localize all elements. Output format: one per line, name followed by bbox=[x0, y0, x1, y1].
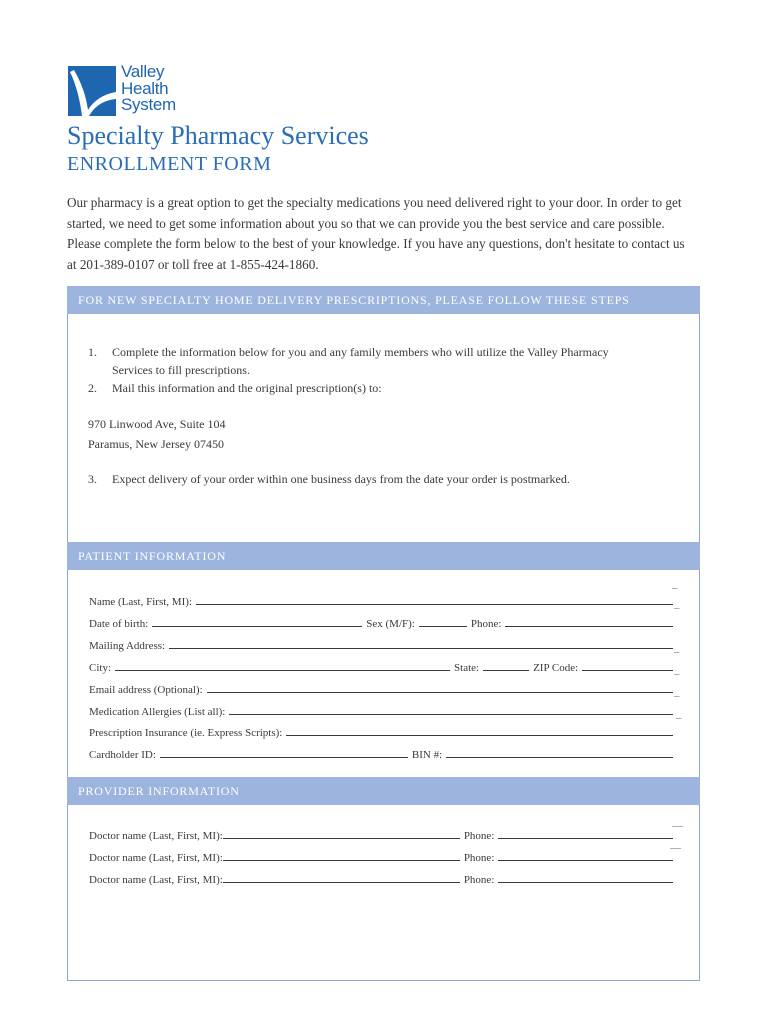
sex-field[interactable] bbox=[419, 614, 467, 627]
allergies-label: Medication Allergies (List all): bbox=[89, 706, 226, 718]
city-field[interactable] bbox=[115, 658, 450, 671]
city-row bbox=[89, 656, 673, 674]
provider-row bbox=[89, 824, 673, 842]
logo-line-3: System bbox=[121, 95, 176, 114]
margin-rule-mark: _ bbox=[674, 642, 680, 654]
patient-section-header: PATIENT INFORMATION bbox=[67, 542, 700, 570]
patient-name-field[interactable] bbox=[196, 592, 673, 605]
cardholder-field[interactable] bbox=[160, 745, 408, 758]
email-label: Email address (Optional): bbox=[89, 684, 203, 696]
doctor-phone-label: Phone: bbox=[463, 830, 495, 842]
patient-name-label: Name (Last, First, MI): bbox=[89, 596, 192, 608]
page-subtitle: ENROLLMENT FORM bbox=[67, 153, 272, 175]
mailing-address-field[interactable] bbox=[169, 636, 673, 649]
patient-name-row bbox=[89, 590, 673, 608]
step-3 bbox=[88, 470, 648, 488]
valley-health-logo bbox=[68, 62, 188, 120]
bin-field[interactable] bbox=[446, 745, 673, 758]
bin-label: BIN #: bbox=[411, 749, 443, 761]
doctor-phone-label: Phone: bbox=[463, 874, 495, 886]
doctor-phone-field[interactable] bbox=[498, 870, 673, 883]
insurance-field[interactable] bbox=[286, 723, 673, 736]
logo-line-2: Health bbox=[121, 78, 169, 98]
doctor-name-label: Doctor name (Last, First, MI): bbox=[89, 830, 223, 842]
city-label: City: bbox=[89, 662, 112, 674]
margin-rule-mark: __ bbox=[672, 816, 683, 828]
zip-label: ZIP Code: bbox=[533, 662, 579, 674]
state-label: State: bbox=[454, 662, 480, 674]
patient-phone-field[interactable] bbox=[505, 614, 673, 627]
dob-field[interactable] bbox=[152, 614, 362, 627]
step-3-number: 3. bbox=[88, 472, 97, 486]
doctor-phone-label: Phone: bbox=[463, 852, 495, 864]
doctor-name-label: Doctor name (Last, First, MI): bbox=[89, 874, 223, 886]
valley-health-logo-icon bbox=[68, 66, 116, 116]
step-2-text: Mail this information and the original prescription(s) to: bbox=[112, 381, 382, 395]
step-1 bbox=[88, 343, 648, 379]
mailing-address-row bbox=[89, 634, 673, 652]
email-field[interactable] bbox=[207, 680, 673, 693]
provider-row bbox=[89, 868, 673, 886]
step-2 bbox=[88, 379, 648, 397]
insurance-row bbox=[89, 721, 673, 739]
sex-label: Sex (M/F): bbox=[366, 618, 415, 630]
margin-rule-mark: _ bbox=[676, 708, 682, 720]
page-title: Specialty Pharmacy Services bbox=[67, 121, 369, 150]
patient-dob-row bbox=[89, 612, 673, 630]
margin-rule-mark: _ bbox=[674, 664, 680, 676]
email-row bbox=[89, 678, 673, 696]
step-1-text: Complete the information below for you and any family members who will utilize the Valley Pharmacy Services to fill prescriptions. bbox=[112, 345, 609, 377]
mailing-address-label: Mailing Address: bbox=[89, 640, 166, 652]
dob-label: Date of birth: bbox=[89, 618, 149, 630]
step-2-number: 2. bbox=[88, 381, 97, 395]
steps-list bbox=[88, 343, 648, 488]
doctor-phone-field[interactable] bbox=[498, 848, 673, 861]
address-line-2: Paramus, New Jersey 07450 bbox=[88, 437, 224, 451]
doctor-phone-field[interactable] bbox=[498, 826, 673, 839]
margin-rule-mark: _ bbox=[674, 598, 680, 610]
doctor-name-label: Doctor name (Last, First, MI): bbox=[89, 852, 223, 864]
provider-section-header: PROVIDER INFORMATION bbox=[67, 777, 700, 805]
logo-wordmark bbox=[121, 64, 176, 114]
logo-line-1: Valley bbox=[121, 62, 165, 81]
zip-field[interactable] bbox=[582, 658, 673, 671]
patient-phone-label: Phone: bbox=[470, 618, 502, 630]
step-1-number: 1. bbox=[88, 345, 97, 359]
steps-section-header: FOR NEW SPECIALTY HOME DELIVERY PRESCRIPTIONS, PLEASE FOLLOW THESE STEPS bbox=[67, 286, 700, 314]
margin-rule-mark: _ bbox=[674, 686, 680, 698]
cardholder-row bbox=[89, 743, 673, 761]
margin-rule-mark: _ bbox=[672, 578, 678, 590]
mailing-address-block bbox=[88, 414, 648, 454]
cardholder-label: Cardholder ID: bbox=[89, 749, 156, 761]
intro-paragraph: Our pharmacy is a great option to get the specialty medications you need delivered right to your door. In order to get started, we need to get some information about you so that we can provide you the best service and care possible. Please complete the form below to the best of your knowledge. If you have any questions, don't hesitate to contact us at 201-389-0107 or toll free at 1-855-424-1860. bbox=[67, 195, 685, 272]
doctor-name-field[interactable] bbox=[223, 870, 460, 883]
address-line-1: 970 Linwood Ave, Suite 104 bbox=[88, 417, 226, 431]
state-field[interactable] bbox=[483, 658, 529, 671]
insurance-label: Prescription Insurance (ie. Express Scripts): bbox=[89, 727, 283, 739]
provider-row bbox=[89, 846, 673, 864]
doctor-name-field[interactable] bbox=[223, 826, 460, 839]
doctor-name-field[interactable] bbox=[223, 848, 460, 861]
allergies-row bbox=[89, 700, 673, 718]
step-3-text: Expect delivery of your order within one business days from the date your order is postmarked. bbox=[112, 472, 570, 486]
allergies-field[interactable] bbox=[229, 702, 673, 715]
margin-rule-mark: __ bbox=[670, 838, 681, 850]
